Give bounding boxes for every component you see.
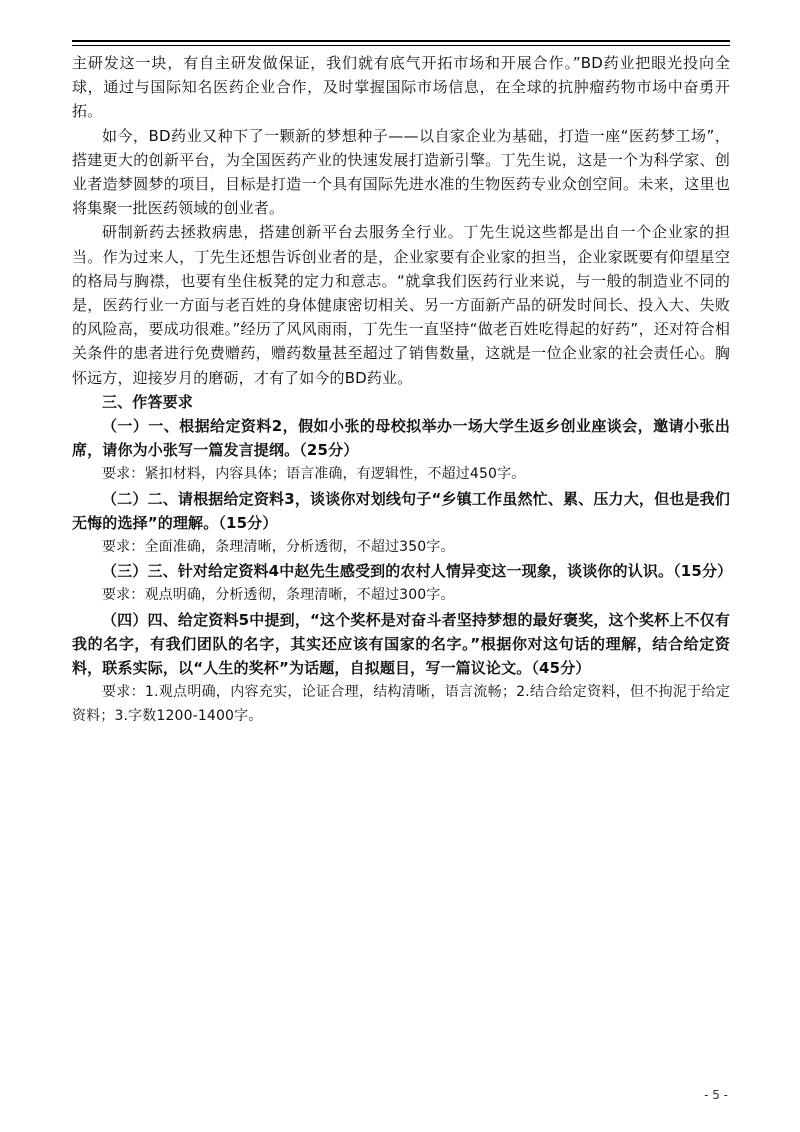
question-4: （四）四、给定资料5中提到，“这个奖杯是对奋斗者坚持梦想的最好褒奖，这个奖杯上不仅有我的名字，有我们团队的名字，其实还应该有国家的名字。”根据你对这句话的理解，结合给定资料，联系实际，以“人生的奖杯”为话题，自拟题目，写一篇议论文。（45分） — [72, 610, 730, 678]
requirement-1: 要求：紧扣材料，内容具体；语言准确，有逻辑性，不超过450字。 — [102, 466, 526, 483]
section-heading: 三、作答要求 — [102, 392, 193, 411]
paragraph-continued: 主研发这一块，有自主研发做保证，我们就有底气开拓市场和开展合作。”BD药业把眼光投向全球，通过与国际知名医药企业合作，及时掌握国际市场信息，在全球的抗肿瘤药物市场中奋勇开拓。 — [72, 54, 730, 121]
page-number: - 5 - — [704, 1088, 728, 1102]
question-1: （一）一、根据给定资料2，假如小张的母校拟举办一场大学生返乡创业座谈会，邀请小张出席，请你为小张写一篇发言提纲。（25分） — [72, 417, 730, 460]
requirement-3: 要求：观点明确，分析透彻，条理清晰，不超过300字。 — [102, 587, 455, 604]
requirement-2: 要求：全面准确，条理清晰，分析透彻，不超过350字。 — [102, 539, 455, 556]
paragraph-responsibility: 研制新药去拯救病患，搭建创新平台去服务全行业。丁先生说这些都是出自一个企业家的担当。作为过来人，丁先生还想告诉创业者的是，企业家要有企业家的担当，企业家既要有仰望星空的格局与胸襟，也要有坐住板凳的定力和意志。“就拿我们医药行业来说，与一般的制造业不同的是，医药行业一方面与老百姓的身体健康密切相关、另一方面新产品的研发时间长、投入大、失败的风险高，要成功很难。”经历了风风雨雨，丁先生一直坚持“做老百姓吃得起的好药”，还对符合相关条件的患者进行免费赠药，赠药数量甚至超过了销售数量，这就是一位企业家的社会责任心。胸怀远方，迎接岁月的磨砺，才有了如今的BD药业。 — [72, 223, 730, 387]
requirement-4: 要求：1.观点明确，内容充实，论证合理，结构清晰，语言流畅；2.结合给定资料，但不拘泥于给定资料；3.字数1200-1400字。 — [72, 684, 730, 725]
document-body — [72, 51, 733, 729]
header-rule-thick — [72, 40, 730, 42]
question-3: （三）三、针对给定资料4中赵先生感受到的农村人情异变这一现象，谈谈你的认识。（15分） — [102, 562, 733, 581]
header-rule-thin — [72, 45, 730, 46]
question-2: （二）二、请根据给定资料3，谈谈你对划线句子“乡镇工作虽然忙、累、压力大，但也是我们无悔的选择”的理解。（15分） — [72, 489, 730, 532]
paragraph-dream-factory: 如今，BD药业又种下了一颗新的梦想种子——以自家企业为基础，打造一座“医药梦工场”，搭建更大的创新平台，为全国医药产业的快速发展打造新引擎。丁先生说，这是一个为科学家、创业者造梦圆梦的项目，目标是打造一个具有国际先进水准的生物医药专业众创空间。未来，这里也将集聚一批医药领域的创业者。 — [72, 126, 730, 218]
